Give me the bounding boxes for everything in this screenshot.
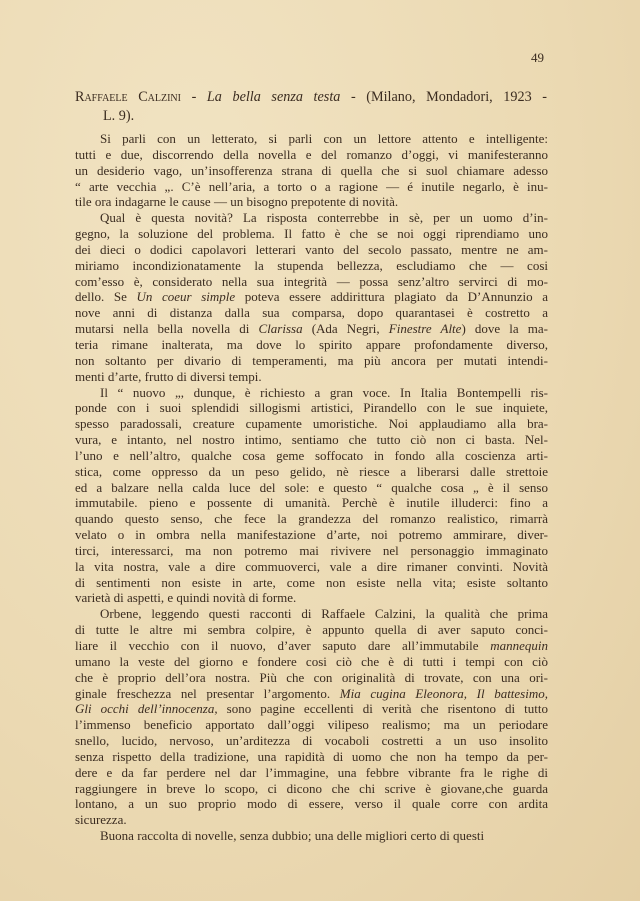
text-line (75, 258, 548, 274)
text-line (75, 495, 548, 511)
text-line (75, 796, 548, 812)
text-line (75, 131, 548, 147)
text-line (75, 622, 548, 638)
text-line (75, 781, 548, 797)
text-segment: lontano, a un suo proprio modo di essere, verso il quale corre con ardita (75, 796, 548, 812)
text-segment: sicurezza. (75, 812, 127, 828)
text-segment: che è proprio dell’ora nostra. Più che con originalità di trovate, con una ori- (75, 669, 548, 685)
author-name: Raffaele Calzini (75, 89, 181, 105)
text-line (75, 717, 548, 733)
text-segment: ponde con i suoi splendidi sillogismi artistici, Pirandello con le sue inquiete, (75, 400, 548, 416)
text-segment: spesso paradossali, creature cupamente umoristiche. Noi applaudiamo alla bra- (75, 416, 548, 432)
text-line (75, 480, 548, 496)
review-body (75, 131, 548, 844)
text-segment: menti d’arte, frutto di diversi tempi. (75, 368, 262, 384)
text-line (75, 559, 548, 575)
text-line (75, 606, 548, 622)
text-segment: stica, come oppresso da un peso gelido, nè riesce a liberarsi dalle strettoie (75, 463, 548, 479)
text-line (75, 416, 548, 432)
text-line (75, 400, 548, 416)
italic-title-text: mannequin (490, 638, 548, 653)
text-segment: tirci, interessarci, ma non potremo mai rivivere nel personaggio immaginato (75, 542, 548, 558)
text-line (75, 812, 548, 828)
text-line (75, 828, 548, 844)
text-segment: nove anni di distanza dalla sua comparsa, dopo quarantasei è costretto a (75, 305, 548, 321)
text-segment: gegno, la soluzione del problema. Il fatto è che se noi oggi riprendiamo uno (75, 226, 548, 242)
book-price: L. 9). (103, 108, 135, 124)
text-segment: Si parli con un letterato, si parli con un lettore attento e intelligente: (100, 131, 548, 146)
text-line (75, 289, 548, 305)
text-line (75, 305, 548, 321)
italic-title-text: Finestre Alte (388, 321, 462, 337)
text-line (75, 179, 548, 195)
text-line (75, 638, 548, 654)
italic-title-text: Gli occhi dell’innocenza, (75, 701, 218, 717)
text-line (75, 353, 548, 369)
text-line (75, 337, 548, 353)
text-line (75, 543, 548, 559)
text-segment: vura, e intanto, nel nostro intimo, sentiamo che tutto ciò non ci basta. Nel- (75, 432, 548, 448)
text-segment: tutti e due, discorrendo della novella e del romanzo d’oggi, vi manifesteranno (75, 146, 548, 162)
text-line (75, 432, 548, 448)
text-segment: ed a balzare nella calda luce del sole: e questo “ qualche cosa „ è il senso (75, 479, 548, 495)
publication-info: (Milano, Mondadori, 1923 - (366, 89, 547, 105)
text-line (75, 765, 548, 781)
italic-title-text: Clarissa (258, 321, 303, 337)
text-segment: dello. Se (75, 289, 137, 305)
text-line (75, 686, 548, 702)
text-segment: raggiungere in breve lo scopo, ci dicono che chi scrive è giovane,che guarda (75, 780, 548, 796)
text-segment: mutarsi nella bella novella di (75, 321, 259, 337)
heading-separator: - (181, 89, 207, 105)
text-segment: liare il vecchio con il nuovo, d’aver saputo dare all’immutabile (75, 638, 491, 653)
text-line (75, 369, 548, 385)
text-segment: l’immenso beneficio apportato dall’oggi vilipeso realismo; ma un periodare (75, 717, 548, 733)
text-segment: teria rimane inalterata, ma dove lo spirito appare profondamente diverso, (75, 336, 548, 352)
text-segment: miriamo incondizionatamente la stupenda bellezza, escludiamo che — cosi (75, 257, 548, 273)
text-line (75, 163, 548, 179)
text-segment: Qual è questa novità? La risposta conterrebbe in sè, per un uomo d’in- (100, 210, 548, 226)
page-number: 49 (531, 50, 544, 65)
text-segment: di sentimenti non esiste in arte, come non esiste nella vita; esiste soltanto (75, 574, 548, 590)
text-segment: Orbene, leggendo questi racconti di Raffaele Calzini, la qualità che prima (100, 606, 548, 622)
text-segment: ) dove la ma- (461, 321, 549, 337)
text-segment: tile ora indagarne le cause — un bisogno prepotente di novità. (75, 194, 399, 210)
text-segment: dere e da far perdere nel dar l’immagine, una febbre vibrante fra le righe di (75, 764, 548, 780)
text-line (75, 511, 548, 527)
text-segment: Buona raccolta di novelle, senza dubbio; una delle migliori certo di questi (100, 828, 485, 844)
italic-title-text: Mia cugina Eleonora, Il battesimo, (339, 685, 548, 701)
italic-title-text: Un coeur simple (136, 289, 236, 305)
text-line (75, 749, 548, 765)
text-line (75, 274, 548, 290)
text-line (75, 210, 548, 226)
text-line (75, 464, 548, 480)
text-segment: sono pagine eccellenti di verità che risentono di tutto (217, 701, 548, 717)
text-line (75, 385, 548, 401)
text-line (75, 654, 548, 670)
text-segment: quando questo senso, che fece la grandezza del romanzo realistico, rimarrà (75, 511, 548, 527)
heading-separator: - (340, 89, 367, 105)
text-segment: la vita nostra, vale a dire commuoverci, vale a dire rimaner convinti. Novità (75, 558, 548, 574)
text-line (75, 321, 548, 337)
text-segment: com’esso è, considerato nella sua integrità — possa senz’altro servirci di mo- (75, 273, 548, 289)
text-segment: immutabile. pieno e possente di umanità. Perchè è inutile illuderci: fino a (75, 495, 548, 511)
text-line (75, 701, 548, 717)
text-segment: senza rispetto della tradizione, una rapidità di uomo che non ha tempo da per- (75, 748, 548, 764)
text-segment: un desiderio vago, un’insofferenza strana di quella che si suol chiamare adesso (75, 162, 548, 178)
text-segment: non soltanto per divario di temperamenti, ma più ancora per mutati intendi- (75, 352, 548, 368)
text-segment: ginale freschezza nel presentar l’argomento. (75, 685, 340, 701)
text-segment: dei dieci o dodici capolavori letterari vanto del secolo passato, mentre ne am- (75, 241, 548, 257)
text-line (75, 733, 548, 749)
text-segment: velato o in ombra nella manifestazione d’arte, noi potremo ammirare, diver- (75, 527, 548, 543)
text-line (75, 194, 548, 210)
text-segment: “ arte vecchia „. C’è nell’aria, a torto o a ragione — é inutile negarlo, è inu- (75, 178, 548, 194)
text-line (75, 242, 548, 258)
text-line (75, 147, 548, 163)
text-segment: umano la veste del giorno e fondere cosi ciò che è di tutti i tempi con ciò (75, 653, 548, 669)
text-line (75, 527, 548, 543)
book-title: La bella senza testa (206, 89, 341, 105)
text-line (75, 590, 548, 606)
text-segment: Il “ nuovo „, dunque, è richiesto a gran voce. In Italia Bontempelli ris- (100, 384, 548, 400)
text-line (75, 226, 548, 242)
text-segment: (Ada Negri, (302, 321, 389, 337)
text-line (75, 575, 548, 591)
text-segment: di tutte le altre mi sembra colpire, è appunto quella di aver saputo conci- (75, 622, 548, 638)
text-segment: varietà di aspetti, e quindi novità di forme. (75, 590, 297, 606)
review-heading (75, 88, 547, 107)
text-segment: l’uno e nell’altro, qualche cosa geme soffocato in fondo alla coscienza arti- (75, 447, 548, 463)
text-line (75, 448, 548, 464)
text-segment: snello, lucido, nervoso, un’arditezza di vocaboli costretti a un uso insolito (75, 733, 548, 749)
text-segment: poteva essere addirittura plagiato da D’Annunzio a (235, 289, 549, 305)
text-line (75, 670, 548, 686)
